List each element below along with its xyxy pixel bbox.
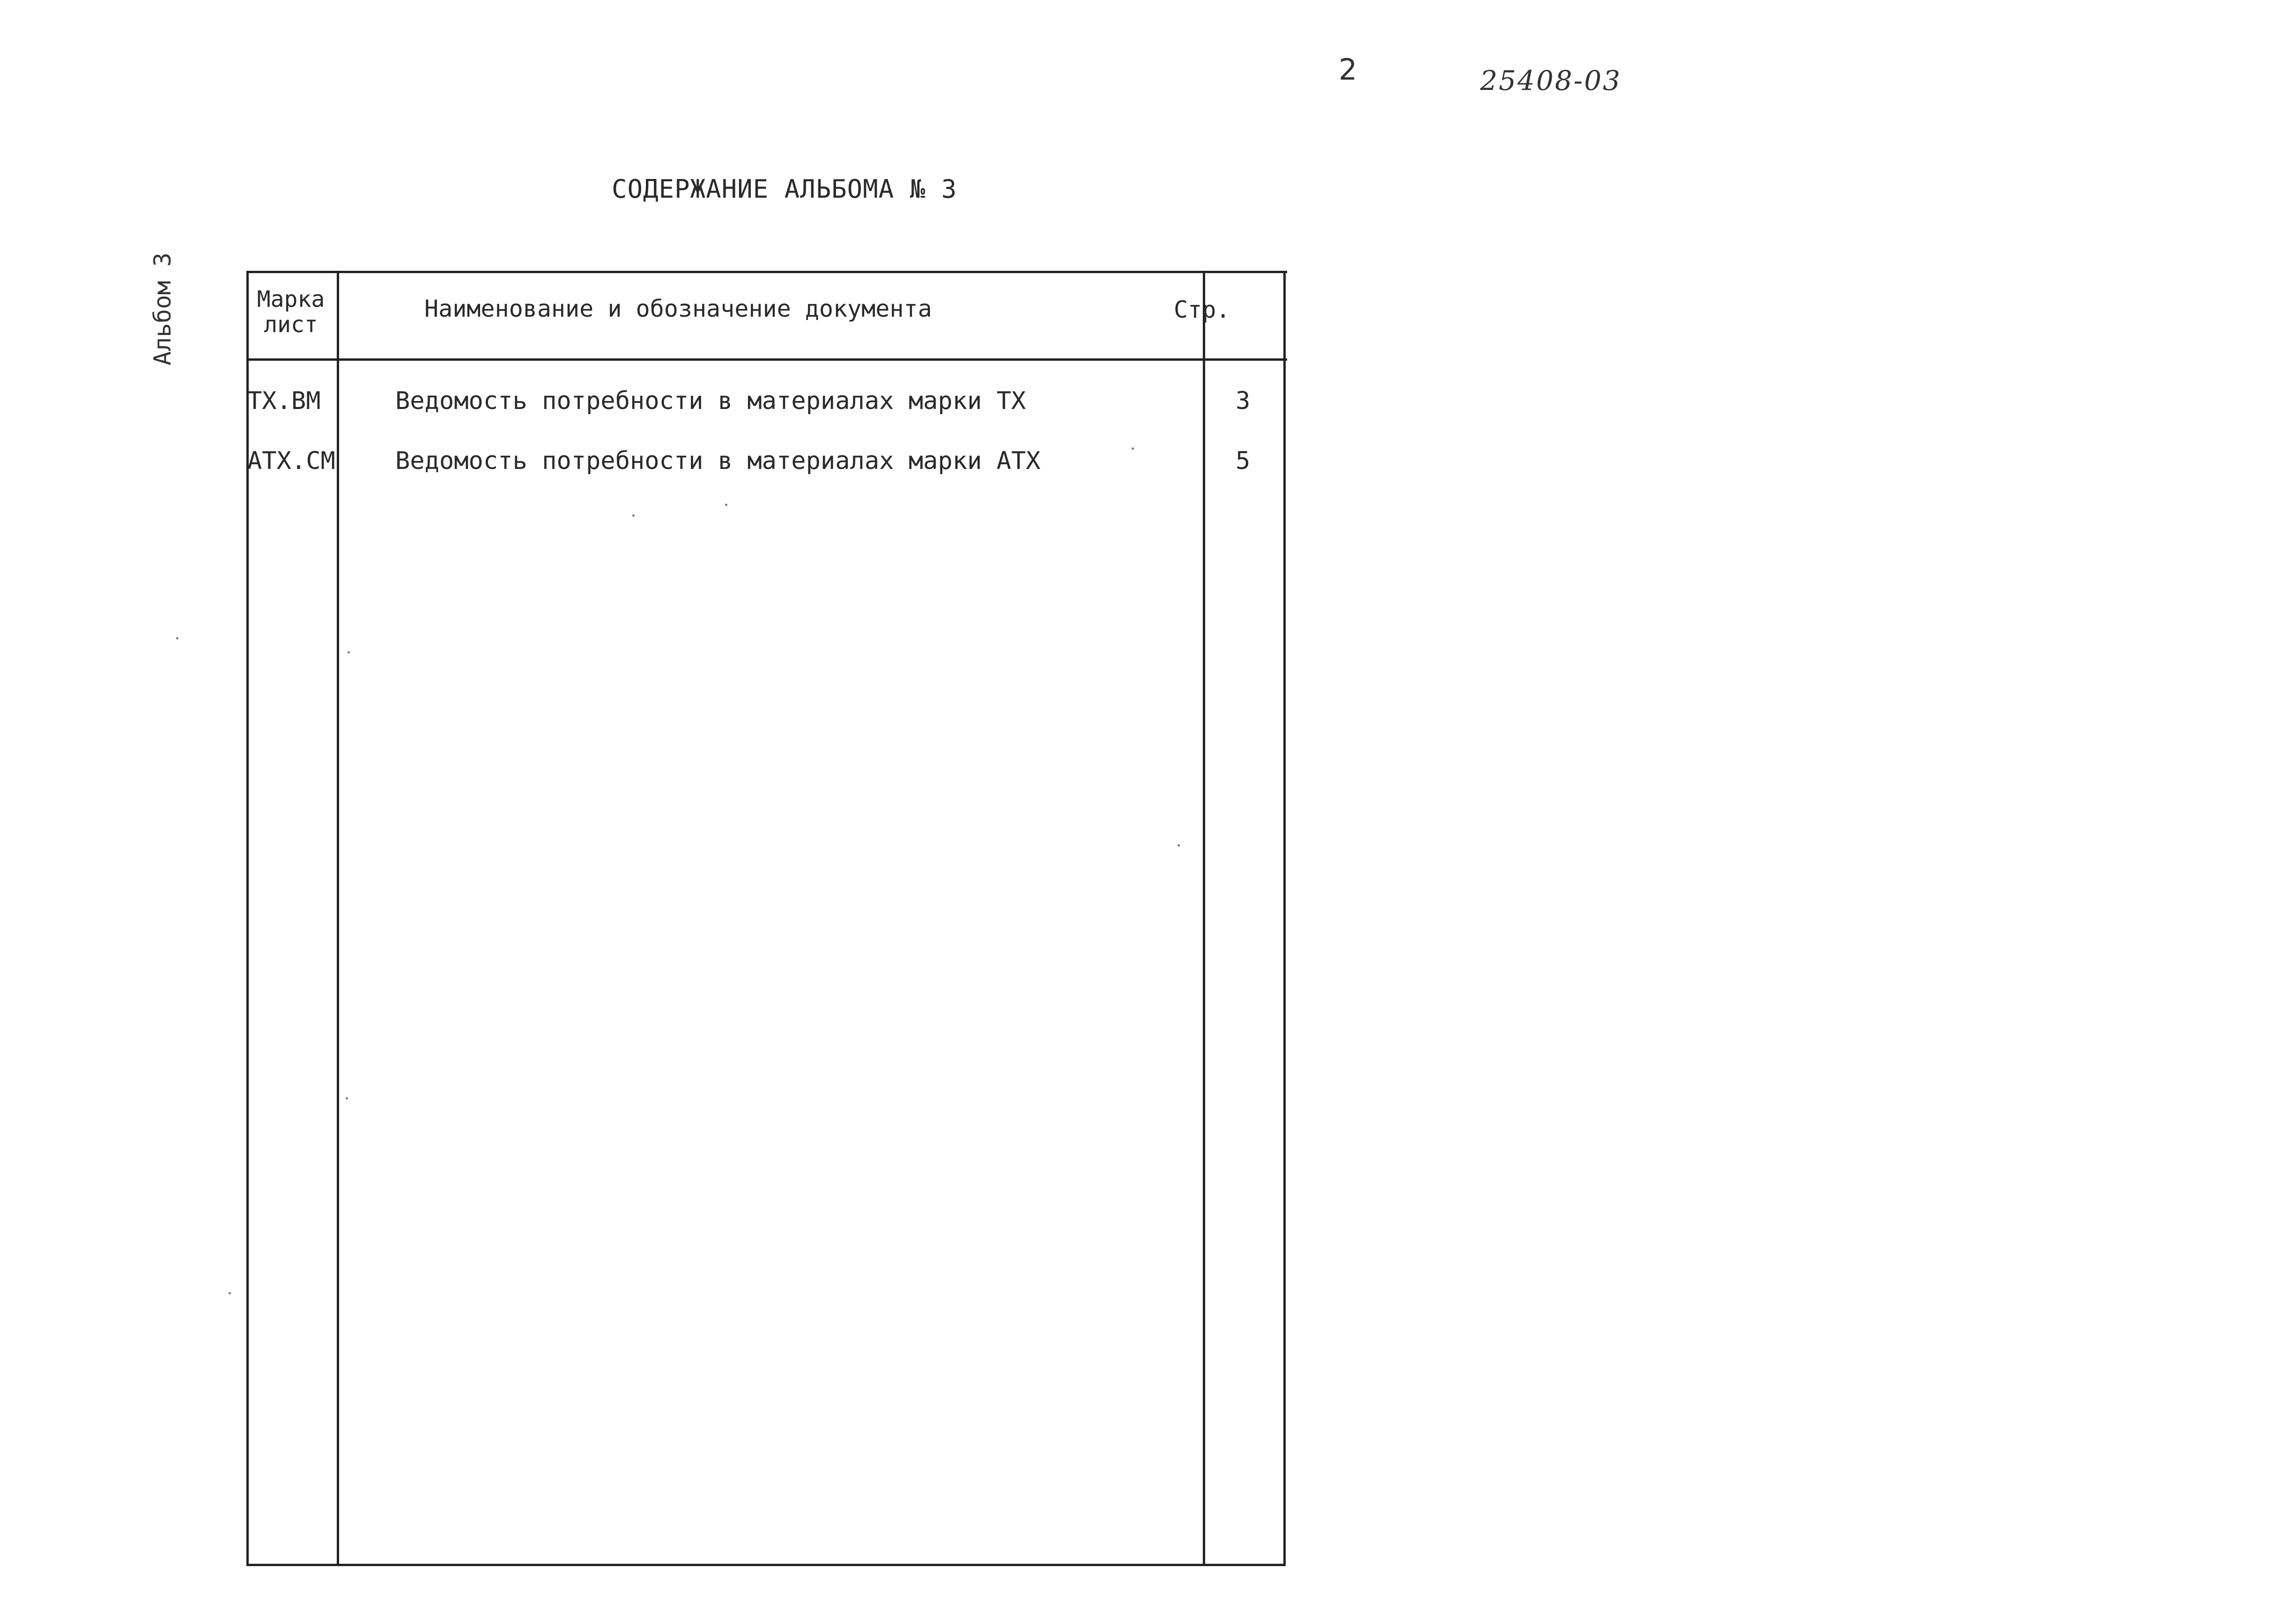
row-2-page: 5 xyxy=(1236,447,1251,475)
header-name-column: Наименование и обозначение документа xyxy=(424,295,932,322)
document-title: СОДЕРЖАНИЕ АЛЬБОМА № 3 xyxy=(612,174,957,204)
side-label: Альбом 3 xyxy=(149,253,176,365)
document-code: 25408-03 xyxy=(1480,65,1622,97)
row-1-mark: ТХ.ВМ xyxy=(247,387,321,415)
row-2-name: Ведомость потребности в материалах марки АТХ xyxy=(395,447,1041,475)
page-number: 2 xyxy=(1339,52,1357,87)
table-bottom-border xyxy=(246,1564,1286,1566)
row-2-mark: АТХ.СМ xyxy=(247,447,335,475)
header-separator xyxy=(246,358,1287,361)
table-right-border xyxy=(1283,271,1286,1566)
column-divider-page xyxy=(1203,271,1205,1566)
scan-speck xyxy=(725,504,727,506)
contents-table xyxy=(246,271,1286,1566)
scan-speck xyxy=(632,514,635,517)
row-1-page: 3 xyxy=(1236,387,1251,415)
table-top-border xyxy=(246,271,1287,273)
header-mark-line2: лист xyxy=(264,312,318,338)
scan-speck xyxy=(348,651,350,654)
scan-speck xyxy=(229,1292,231,1294)
header-mark-column xyxy=(246,287,335,337)
header-page-column: Стр. xyxy=(1174,296,1230,323)
header-mark-line1: Марка xyxy=(257,286,325,312)
scan-speck xyxy=(346,1097,348,1100)
scan-speck xyxy=(1132,447,1134,450)
scan-speck xyxy=(1178,844,1180,847)
scan-speck xyxy=(176,637,178,639)
column-divider-mark xyxy=(337,271,339,1566)
row-1-name: Ведомость потребности в материалах марки ТХ xyxy=(395,387,1026,415)
